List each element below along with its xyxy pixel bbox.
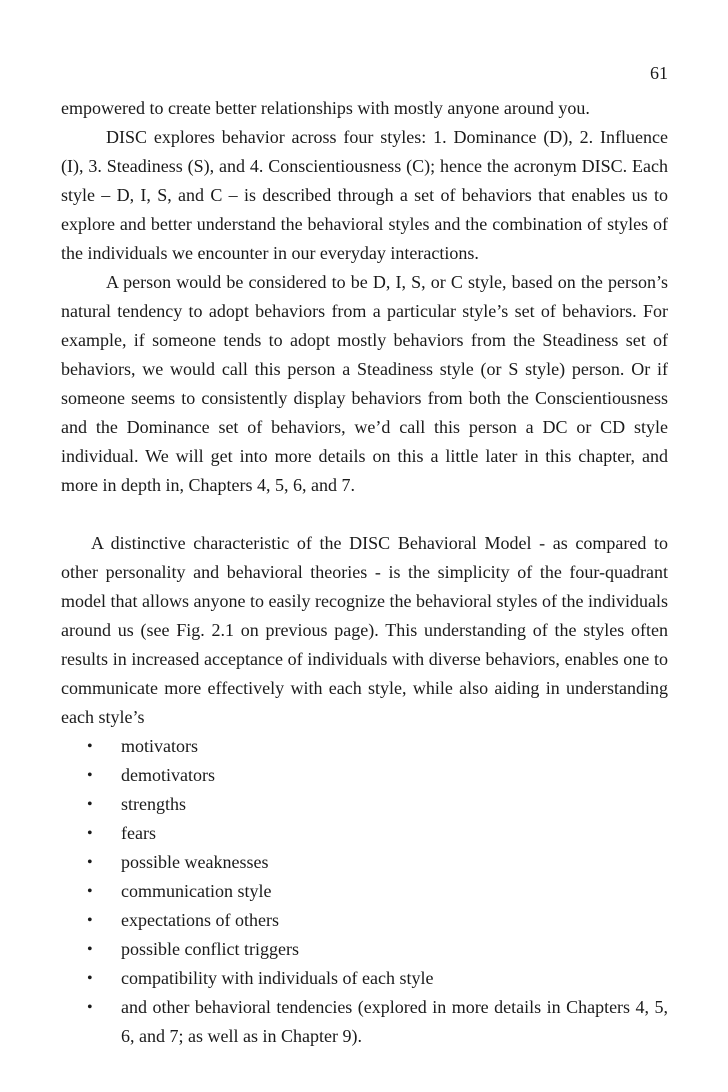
bullet-icon: • — [87, 738, 93, 755]
bullet-icon: • — [87, 796, 93, 813]
list-item-text: and other behavioral tendencies (explored in more details in Chapters 4, 5, 6, and 7; as well as in Chapter 9). — [121, 997, 668, 1046]
bullet-icon: • — [87, 912, 93, 929]
list-item — [61, 790, 668, 819]
bullet-icon: • — [87, 854, 93, 871]
list-item — [61, 906, 668, 935]
list-item — [61, 732, 668, 761]
document-body — [61, 94, 668, 1051]
paragraph-distinctive-characteristic: A distinctive characteristic of the DISC Behavioral Model - as compared to other personality and behavioral theories - is the simplicity of the four-quadrant model that allows anyone to easily recognize the behavioral styles of the individuals around us (see Fig. 2.1 on previous page). This understanding of the styles often results in increased acceptance of individuals with diverse behaviors, enables one to communicate more effectively with each style, while also aiding in understanding each style’s — [61, 533, 668, 727]
list-item — [61, 877, 668, 906]
list-item-text: strengths — [121, 794, 186, 814]
bullet-icon: • — [87, 767, 93, 784]
list-item — [61, 935, 668, 964]
bullet-icon: • — [87, 883, 93, 900]
paragraph-spacer — [61, 500, 668, 529]
list-item — [61, 819, 668, 848]
bullet-icon: • — [87, 970, 93, 987]
list-item-text: compatibility with individuals of each style — [121, 968, 434, 988]
list-item — [61, 993, 668, 1051]
paragraph-continuation: empowered to create better relationships with mostly anyone around you. — [61, 98, 590, 118]
list-item — [61, 848, 668, 877]
list-item-text: communication style — [121, 881, 272, 901]
list-item-text: expectations of others — [121, 910, 279, 930]
list-item-text: motivators — [121, 736, 198, 756]
bullet-list — [61, 732, 668, 1051]
bullet-icon: • — [87, 941, 93, 958]
list-item-text: possible conflict triggers — [121, 939, 299, 959]
paragraph-style-classification: A person would be considered to be D, I, S, or C style, based on the person’s natural tendency to adopt behaviors from a particular style’s set of behaviors. For example, if someone tends to adopt mostly behaviors from the Steadiness set of behaviors, we would call this person a Steadiness style (or S style) person. Or if someone seems to consistently display behaviors from both the Conscientiousness and the Dominance set of behaviors, we’d call this person a DC or CD style individual. We will get into more details on this a little later in this chapter, and more in depth in, Chapters 4, 5, 6, and 7. — [61, 272, 668, 495]
paragraph-disc-styles: DISC explores behavior across four styles: 1. Dominance (D), 2. Influence (I), 3. Steadiness (S), and 4. Conscientiousness (C); hence the acronym DISC. Each style – D, I, S, and C – is described through a set of behaviors that enables us to explore and better understand the behavioral styles and the combination of styles of the individuals we encounter in our everyday interactions. — [61, 127, 668, 263]
list-item-text: fears — [121, 823, 156, 843]
bullet-icon: • — [87, 999, 93, 1016]
bullet-icon: • — [87, 825, 93, 842]
page-number: 61 — [650, 63, 668, 83]
list-item-text: demotivators — [121, 765, 215, 785]
list-item-text: possible weaknesses — [121, 852, 269, 872]
list-item — [61, 761, 668, 790]
list-item — [61, 964, 668, 993]
